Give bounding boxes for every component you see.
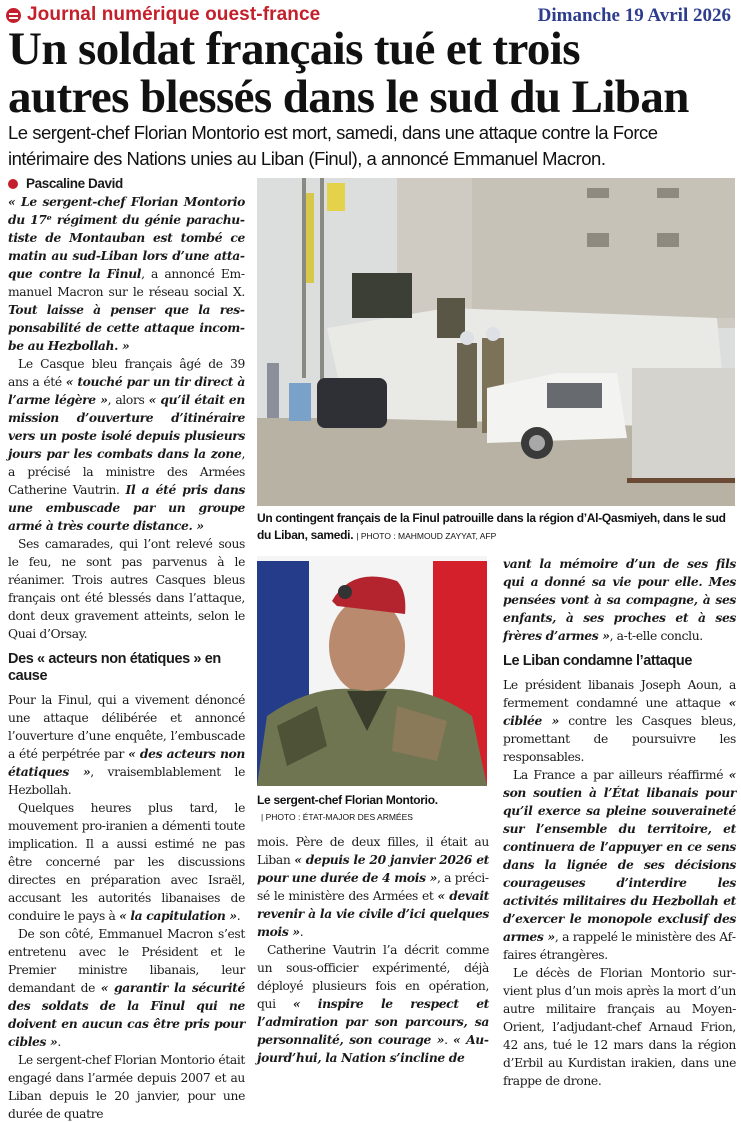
paragraph xyxy=(8,355,245,535)
issue-date: Dimanche 19 Avril 2026 xyxy=(537,5,731,26)
text: . xyxy=(444,1033,454,1047)
paragraph: Le décès de Florian Montorio survient plus d’un mois après la mort d’un autre militaire français au Moyen-Orient, l’adjudant-chef Arnaud Frion, 42 ans, tué le 12 mars dans la région d’Erbil au Kurdistan irakien, dans une frappe de drone. xyxy=(503,966,736,1088)
ouest-france-logo-icon xyxy=(6,8,21,23)
caption-text: Le sergent-chef Florian Montorio. xyxy=(257,793,438,807)
quote: « son soutien à l’État libanais pour qu’il exerce sa pleine souveraineté sur l’ensemble du territoire, et continuera de l’appuyer en ce sens dans la lignée de ses décisions courageuses d’interdire les activités militaires du Hezbollah et d’exercer le monopole exclusif des armes » xyxy=(503,767,736,944)
subheading: Le Liban condamne l’attaque xyxy=(503,653,693,669)
text: Catherine Vautrin l’a décrit comme un sous-officier expérimenté, déjà déployé plusieurs fois en opération, qui xyxy=(257,943,489,1011)
paragraph xyxy=(503,555,736,645)
text: , a précisé le ministère des Armées et xyxy=(257,871,489,903)
quote: « inspire le respect et l’admiration par son parcours, sa personnalité, son courage » xyxy=(257,996,490,1047)
text: , a-t-elle conclu. xyxy=(609,629,703,643)
subheading: Des « acteurs non étatiques » en cause xyxy=(8,651,221,684)
paragraph: Ses camarades, qui l’ont relevé sous le feu, ne sont pas parvenus à le réanimer. Trois autres Casques bleus français ont été blessés dans l’attaque, dont deux gravement atteints, selon le Quai d’Orsay. xyxy=(8,537,245,641)
paragraph xyxy=(257,941,489,1067)
quote: « ciblée » xyxy=(503,695,736,728)
paragraph xyxy=(503,766,736,964)
headline xyxy=(8,25,738,121)
text: La France a par ailleurs réaffirmé xyxy=(513,768,729,782)
text: . xyxy=(57,1035,61,1049)
article-column-2 xyxy=(257,833,489,1067)
paragraph xyxy=(8,193,245,355)
paragraph xyxy=(8,691,245,799)
quote: Il a été pris dans une embuscade par un groupe armé à très courte distance. » xyxy=(8,482,245,533)
text: , a précisé la ministre des Armées Catherine Vautrin. xyxy=(8,447,245,497)
quote: « qu’il était en mission d’ouverture d’itinéraire vers un poste isolé depuis plusieurs jours par les combats dans la zone xyxy=(8,392,245,461)
paragraph xyxy=(8,799,245,925)
photo-illustration xyxy=(257,556,487,786)
article-column-3 xyxy=(503,555,736,1090)
portrait-caption xyxy=(257,792,489,826)
text: , a annoncé Emmanuel Macron sur le réseau social X. xyxy=(8,267,245,299)
quote: « depuis le 20 janvier 2026 et pour une durée de 4 mois » xyxy=(257,852,489,885)
paragraph xyxy=(8,925,245,1051)
caption-text: Un contingent français de la Finul patrouille dans la région d’Al-Qasmiyeh, dans le sud du Liban, samedi. xyxy=(257,511,726,542)
publication-name: Journal numérique ouest-france xyxy=(27,4,321,25)
photo-credit: | PHOTO : MAHMOUD ZAYYAT, AFP xyxy=(356,531,497,541)
text: , vraisemblablement le Hezbollah. xyxy=(8,765,246,797)
photo-illustration xyxy=(257,178,735,506)
headline-line-1: Un soldat français tué et trois xyxy=(8,23,580,75)
text: , a rappelé le ministère des Affaires étrangères. xyxy=(503,930,736,962)
quote: Tout laisse à penser que la responsabilité de cette attaque incombe au Hezbollah. » xyxy=(8,302,245,353)
text: . xyxy=(299,925,304,939)
main-photo-finul-patrol xyxy=(257,178,735,506)
quote: « des acteurs non étatiques » xyxy=(8,746,245,779)
main-photo-caption xyxy=(257,510,737,545)
paragraph: Le sergent-chef Florian Montorio était engagé dans l’armée depuis 2007 et au Liban depuis le 20 janvier, pour une durée de quatre xyxy=(8,1053,245,1121)
text: , alors xyxy=(107,393,149,407)
deck-subtitle: Le sergent-chef Florian Montorio est mort, samedi, dans une attaque contre la Force intérimaire des Nations unies au Liban (Finul), a annoncé Emmanuel Macron. xyxy=(8,122,658,169)
quote: « Le sergent-chef Florian Montorio du 17ᵉ régiment du génie parachutiste de Montauban est tombé ce matin au sud-Liban lors d’une attaque contre la Finul xyxy=(8,194,245,281)
byline xyxy=(8,176,123,191)
text: . xyxy=(236,909,241,923)
quote: « la capitulation » xyxy=(119,908,237,923)
text: Pour la Finul, qui a vivement dénoncé une attaque délibérée et annoncé l’ouverture d’une enquête, l’embuscade a été perpétrée par xyxy=(8,693,245,761)
paragraph xyxy=(503,676,736,766)
text: Quelques heures plus tard, le mouvement pro-iranien a démenti toute implication. Il a aussi estimé ne pas être concerné par les discussions directes en préparation avec Israël, accusant les autorités libanaises de conduire le pays à xyxy=(8,801,245,923)
text: contre les Casques bleus, promettant de poursuivre les responsables. xyxy=(503,714,737,764)
paragraph xyxy=(257,833,489,941)
article-column-1 xyxy=(8,193,245,1123)
headline-line-2: autres blessés dans le sud du Liban xyxy=(8,71,689,123)
quote: « garantir la sécurité des soldats de la Finul qui ne doivent en aucun cas être pris pour cibles » xyxy=(8,980,245,1049)
text: Le président libanais Joseph Aoun, a fermement condamné une attaque xyxy=(503,678,736,710)
photo-credit: | PHOTO : ÉTAT-MAJOR DES ARMÉES xyxy=(261,812,413,822)
quote: « Aujourd’hui, la Nation s’incline de xyxy=(257,1032,489,1065)
quote: « touché par un tir direct à l’arme légère » xyxy=(8,374,246,407)
portrait-photo-florian-montorio xyxy=(257,556,487,786)
text: Le Casque bleu français âgé de 39 ans a été xyxy=(8,357,245,389)
byline-bullet-icon xyxy=(8,179,18,189)
text: De son côté, Emmanuel Macron s’est entretenu avec le Président et le Premier ministre libanais, leur demandant de xyxy=(8,927,245,995)
author-name: Pascaline David xyxy=(26,176,123,191)
text: mois. Père de deux filles, il était au Liban xyxy=(257,835,489,867)
quote: vant la mémoire d’un de ses fils qui a donné sa vie pour elle. Mes pensées vont à sa compagne, à ses enfants, à ses proches et à ses frères d’armes » xyxy=(503,556,736,643)
quote: « devait revenir à la vie civile d’ici quelques mois » xyxy=(257,888,489,939)
